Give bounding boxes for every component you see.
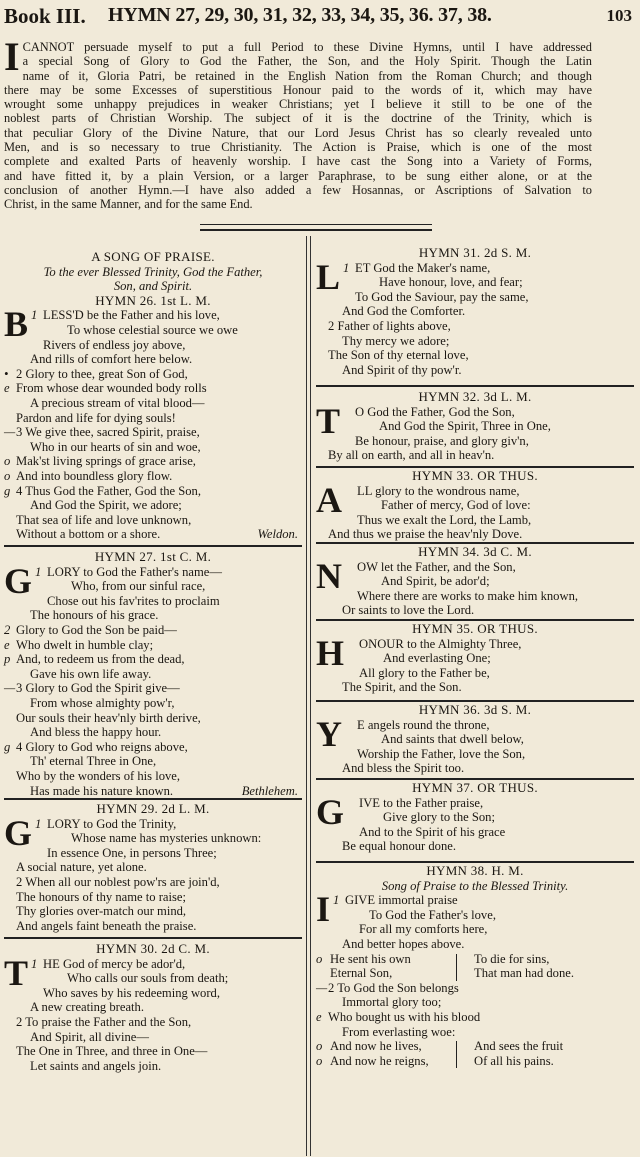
verse-text: LL glory to the wondrous name, [357,483,520,498]
split-right: To die for sins, [474,951,550,966]
verse-line [4,1059,302,1074]
verse-text: Gave his own life away. [30,666,152,681]
verse-text: Thy glories over-match our mind, [16,904,187,919]
drop-initial: Y [316,713,342,754]
verse-line [4,846,302,861]
verse-line [316,334,634,349]
verse-text: To God the Saviour, pay the same, [355,289,529,304]
verse-text: Rivers of endless joy above, [43,337,186,352]
verse-text: To God the Father's love, [369,907,496,922]
verse-text: Worship the Father, love the Son, [357,746,526,761]
verse-line [4,381,302,396]
verse-text: Has made his nature known. [30,783,174,798]
verse-line [316,603,634,618]
hymn-divider [4,937,302,939]
section-subtitle: Son, and Spirit. [113,279,193,294]
hymn-heading: HYMN 38. H. M. [426,863,524,878]
split-right: That man had done. [474,966,575,981]
verse-line [4,484,302,499]
verse-line [4,1015,302,1030]
verse-mark: g [4,739,11,754]
hymn-30 [4,942,302,1073]
hymn-34 [316,545,634,618]
verse-text: And God the Spirit, Three in One, [379,419,551,434]
verse-line [4,890,302,905]
drop-initial: B [4,304,29,345]
verse-text: And God the Spirit, we adore; [30,498,182,513]
verse-line [4,696,302,711]
verse-mark: o [316,1053,323,1068]
verse-mark: 2 [4,622,11,637]
verse-text: And everlasting One; [383,651,491,666]
verse-line [4,352,302,367]
drop-initial: G [4,812,33,853]
split-left: And now he lives, [330,1039,422,1054]
hymn-heading: HYMN 37. OR THUS. [412,780,538,795]
verse-mark: — [316,980,328,995]
verse-text: All glory to the Father be, [359,665,490,680]
verse-line [4,652,302,667]
verse-line [316,419,634,434]
verse-text: Let saints and angels join. [30,1058,162,1073]
verse-text: Mak'st living springs of grace arise, [16,454,196,469]
verse-line [4,875,302,890]
verse-text: Have honour, love, and fear; [379,275,523,290]
hymn-heading: HYMN 32. 3d L. M. [418,389,532,404]
verse-text: LESS'D be the Father and his love, [43,308,220,323]
verse-line [316,589,634,604]
verse-line [4,638,302,653]
verse-text: 2 Father of lights above, [328,318,451,333]
verse-text: E angels round the throne, [357,717,490,732]
verse-line [316,348,634,363]
verse-text: And to the Spirit of his grace [359,824,506,839]
verse-text: Give glory to the Son; [383,810,495,825]
verse-text: Thus we exalt the Lord, the Lamb, [357,512,532,527]
verse-text: And into boundless glory flow. [16,468,173,483]
verse-line [316,651,634,666]
verse-text: And better hopes above. [342,936,465,951]
verse-text: And, to redeem us from the dead, [16,652,185,667]
hymn-35 [316,622,634,695]
verse-text: Who in our hearts of sin and woe, [30,439,201,454]
verse-text: LORY to God the Trinity, [47,816,177,831]
column-divider [306,236,307,1156]
verse-line [316,1010,634,1025]
preface-line: wrought some unhappy prejudices in weaker Christians; yet I believe it still to be one of the [4,97,592,112]
preface-line: complete and exalted Parts of heavenly worship. I have cast the Song into a Variety of Forms, [4,154,592,169]
verse-line [316,680,634,695]
verse-text: 2 To praise the Father and the Son, [16,1014,192,1029]
verse-line [316,839,634,854]
brace-rule [456,954,457,981]
drop-initial: A [316,479,342,520]
verse-text: ONOUR to the Almighty Three, [359,636,522,651]
preface-line: name of it, Gloria Patri, be retained in the English Nation from the Roman Church; and though [22,68,592,83]
verse-text: And bless the happy hour. [30,725,162,740]
verse-line [4,454,302,469]
verse-line [4,904,302,919]
verse-text: Who, from our sinful race, [71,579,206,594]
verse-line [316,434,634,449]
verse-line [4,608,302,623]
page-number: 103 [606,6,632,25]
verse-text: From whose dear wounded body rolls [16,381,207,396]
hymn-33 [316,469,634,542]
hymn-heading: HYMN 30. 2d C. M. [96,941,210,956]
verse-line [316,304,634,319]
verse-line [4,323,302,338]
drop-initial: G [316,791,345,832]
verse-mark: e [316,1009,322,1024]
verse-line [316,513,634,528]
preface-line: and have fitted it, by a plain Version, or a larger Paraphrase, to be sung either alone, or at the [4,168,592,183]
verse-text: O God the Father, God the Son, [355,404,515,419]
verse-line [4,769,302,784]
verse-text: By all on earth, and all in heav'n. [328,448,495,463]
preface-line: Christ, in the same Manner, and for the same End. [4,197,253,212]
hymn-body [316,555,634,618]
hymn-heading: HYMN 33. OR THUS. [412,468,538,483]
verse-mark: 1 [35,816,42,831]
verse-line [4,513,302,528]
verse-text: And thus we praise the heav'nly Dove. [328,527,523,542]
verse-text: Who by the wonders of his love, [16,768,181,783]
verse-text: A precious stream of vital blood— [30,395,205,410]
verse-line [316,747,634,762]
hymn-body [4,560,302,799]
hymn-36 [316,703,634,776]
verse-text: Without a bottom or a shore. [16,527,161,542]
verse-text: And God the Comforter. [342,304,466,319]
split-left: He sent his own [330,951,411,966]
song-of-praise [4,250,302,542]
verse-text: 3 Glory to God the Spirit give— [16,681,180,696]
verse-text: Immortal glory too; [342,995,442,1010]
verse-line [316,810,634,825]
verse-text: And angels faint beneath the praise. [16,918,197,933]
verse-text: Glory to God the Son be paid— [16,622,177,637]
verse-line [4,367,302,382]
verse-text: And bless the Spirit too. [342,761,465,776]
hymn-31 [316,246,634,377]
verse-line [4,498,302,513]
verse-text: Who saves by his redeeming word, [43,985,220,1000]
verse-text: 3 We give thee, sacred Spirit, praise, [16,425,200,440]
hymn-heading: HYMN 36. 3d S. M. [418,702,532,717]
verse-text: 2 When all our noblest pow'rs are join'd, [16,874,220,889]
drop-initial: H [316,632,345,673]
verse-line [4,971,302,986]
verse-text: OW let the Father, and the Son, [357,559,516,574]
verse-line [316,290,634,305]
verse-line [4,440,302,455]
verse-mark: o [316,951,323,966]
verse-line [4,338,302,353]
preface-line: CANNOT persuade myself to put a full Period to these Divine Hymns, until I have addressed [22,40,592,54]
hymn-body [316,889,634,951]
verse-line [316,922,634,937]
verse-line [316,363,634,378]
verse-mark: 1 [35,564,42,579]
hymn-heading: HYMN 27. 1st C. M. [94,549,212,564]
verse-mark: o [316,1039,323,1054]
verse-line [4,1000,302,1015]
verse-text: The honours of thy name to raise; [16,889,186,904]
hymn-body [316,632,634,695]
verse-text: 4 Thus God the Father, God the Son, [16,483,202,498]
verse-text: A social nature, yet alone. [16,860,147,875]
verse-text: The Spirit, and the Son. [342,680,462,695]
verse-text: Be honour, praise, and glory giv'n, [355,433,529,448]
preface-line: that peculiar Glory of the Divine Nature, that our Lord Jesus Christ has so clearly revealed unto [4,125,592,140]
verse-line [4,623,302,638]
hymn-divider [4,798,302,800]
verse-line [316,319,634,334]
verse-text: And Spirit, all divine— [30,1029,149,1044]
verse-text: From whose almighty pow'r, [30,695,175,710]
hymn-body [316,256,634,378]
hymn-divider [4,545,302,547]
hymn-body [316,713,634,776]
verse-line [4,411,302,426]
verse-text: Father of mercy, God of love: [381,498,531,513]
book-label: Book III. [4,4,86,28]
verse-text: ET God the Maker's name, [355,260,491,275]
verse-text: Or saints to love the Lord. [342,603,475,618]
verse-line [4,740,302,755]
column-divider-inner [310,236,311,1156]
verse-line [4,1044,302,1059]
brace-rule [456,1041,457,1068]
verse-text: Th' eternal Three in One, [30,754,157,769]
verse-text: To whose celestial source we owe [67,322,238,337]
section-subtitle: To the ever Blessed Trinity, God the Father, [43,264,263,279]
hymn-body [316,791,634,854]
verse-line [316,666,634,681]
verse-text: Thy mercy we adore; [342,333,450,348]
verse-text: And rills of comfort here below. [30,352,193,367]
tune-name: Weldon. [257,527,298,542]
verse-text: Whose name has mysteries unknown: [71,831,262,846]
hymn-heading: HYMN 34. 3d C. M. [418,544,532,559]
verse-text: And Spirit of thy pow'r. [342,362,462,377]
verse-line [4,594,302,609]
hymn-heading: HYMN 26. 1st L. M. [95,292,211,308]
verse-text: Chose out his fav'rites to proclaim [47,593,220,608]
verse-line [4,831,302,846]
hymn-divider [316,385,634,387]
verse-text: The One in Three, and three in One— [16,1044,208,1059]
verse-text: The honours of his grace. [30,608,159,623]
verse-line [316,825,634,840]
running-title: HYMN 27, 29, 30, 31, 32, 33, 34, 35, 36. 37, 38. [108,4,492,26]
running-head [4,4,632,30]
hymn-subtitle: Song of Praise to the Blessed Trinity. [381,878,569,893]
verse-line [316,574,634,589]
preface-line: there may be some Excesses of superstitious Honour paid to the words of it, which may have [4,82,592,97]
hymn-body [4,952,302,1074]
verse-text: GIVE immortal praise [345,893,458,908]
verse-text: In essence One, in persons Three; [47,845,217,860]
verse-line [4,425,302,440]
verse-mark: — [4,681,16,696]
verse-text: Who dwelt in humble clay; [16,637,154,652]
verse-line [316,908,634,923]
verse-mark: 1 [31,956,38,971]
verse-line [4,919,302,934]
hymn-32 [316,390,634,463]
verse-line [316,732,634,747]
verse-text: Pardon and life for dying souls! [16,410,176,425]
preface-line: Men, and is so necessary to true Christianity. The Action is Praise, which is one of the most [4,140,592,155]
verse-mark: 1 [31,308,38,323]
section-divider [200,224,432,231]
verse-text: That sea of life and love unknown, [16,512,192,527]
hymn-27 [4,550,302,798]
verse-mark: — [4,425,16,440]
hymn-body [4,812,302,934]
verse-text: For all my comforts here, [359,922,488,937]
drop-initial: G [4,560,33,601]
drop-initial: N [316,555,342,596]
verse-mark: o [4,468,11,483]
verse-line [4,469,302,484]
verse-text: The Son of thy eternal love, [328,348,469,363]
verse-text: LORY to God the Father's name— [47,564,222,579]
split-couplet [316,1039,634,1068]
hymn-body [316,400,634,463]
verse-text: From everlasting woe: [342,1024,456,1039]
verse-line [4,860,302,875]
verse-line [4,579,302,594]
split-right: And sees the fruit [474,1039,564,1054]
verse-line [4,1030,302,1045]
verse-mark: • [4,366,9,381]
verse-line [316,761,634,776]
hymn-body [316,981,634,1039]
drop-initial: T [4,952,29,993]
verse-line [316,1025,634,1040]
verse-mark: p [4,652,11,667]
hymn-heading: HYMN 31. 2d S. M. [418,245,532,260]
verse-text: And saints that dwell below, [381,732,524,747]
hymn-heading: HYMN 29. 2d L. M. [96,801,210,816]
verse-line [316,275,634,290]
verse-text: And Spirit, be ador'd; [381,574,490,589]
verse-mark: o [4,454,11,469]
drop-initial: I [316,889,331,930]
hymn-29 [4,802,302,933]
verse-mark: 1 [343,260,350,275]
verse-mark: 1 [333,893,340,908]
drop-initial: T [316,400,341,441]
verse-text: Our souls their heav'nly birth derive, [16,710,201,725]
preface-line: conclusion of another Hymn.—I have also added a few Hosannas, or Ascriptions of Salvation to [4,182,592,197]
verse-line [316,527,634,542]
verse-line [4,667,302,682]
verse-mark: g [4,483,11,498]
verse-line [316,448,634,463]
split-left: And now he reigns, [330,1053,429,1068]
verse-line [4,396,302,411]
verse-mark: e [4,637,10,652]
verse-text: 4 Glory to God who reigns above, [16,739,188,754]
verse-text: Who bought us with his blood [328,1009,481,1024]
drop-initial: L [316,256,341,297]
verse-line [316,995,634,1010]
split-right: Of all his pains. [474,1053,554,1068]
split-couplet [316,952,634,981]
tune-name: Bethlehem. [241,783,298,798]
preface-line: noblest parts of Christian Worship. The subject of it is the doctrine of the Trinity, which is [4,111,592,126]
hymn-body [316,479,634,542]
verse-line [316,498,634,513]
hymn-37 [316,781,634,854]
verse-line [4,681,302,696]
hymn-38 [316,864,634,1068]
section-title: A SONG OF PRAISE. [91,249,215,264]
verse-text: HE God of mercy be ador'd, [43,956,186,971]
preface-paragraph [4,34,592,212]
verse-text: 2 To God the Son belongs [328,980,459,995]
hymn-heading: HYMN 35. OR THUS. [412,621,538,636]
verse-text: Where there are works to make him known, [357,588,579,603]
verse-line [4,754,302,769]
verse-line [316,981,634,996]
verse-mark: e [4,381,10,396]
verse-text: Be equal honour done. [342,839,457,854]
verse-text: IVE to the Father praise, [359,795,484,810]
drop-initial: I [4,34,20,79]
hymn-body [4,304,302,542]
preface-line: a special Song of Glory to God the Father, the Son, and the Holy Spirit. Though the Latin [22,54,592,69]
verse-text: 2 Glory to thee, great Son of God, [16,366,188,381]
split-left: Eternal Son, [330,966,393,981]
verse-text: A new creating breath. [30,1000,144,1015]
verse-line [4,725,302,740]
verse-line [316,937,634,952]
verse-line [4,711,302,726]
verse-text: Who calls our souls from death; [67,971,229,986]
verse-line [4,986,302,1001]
